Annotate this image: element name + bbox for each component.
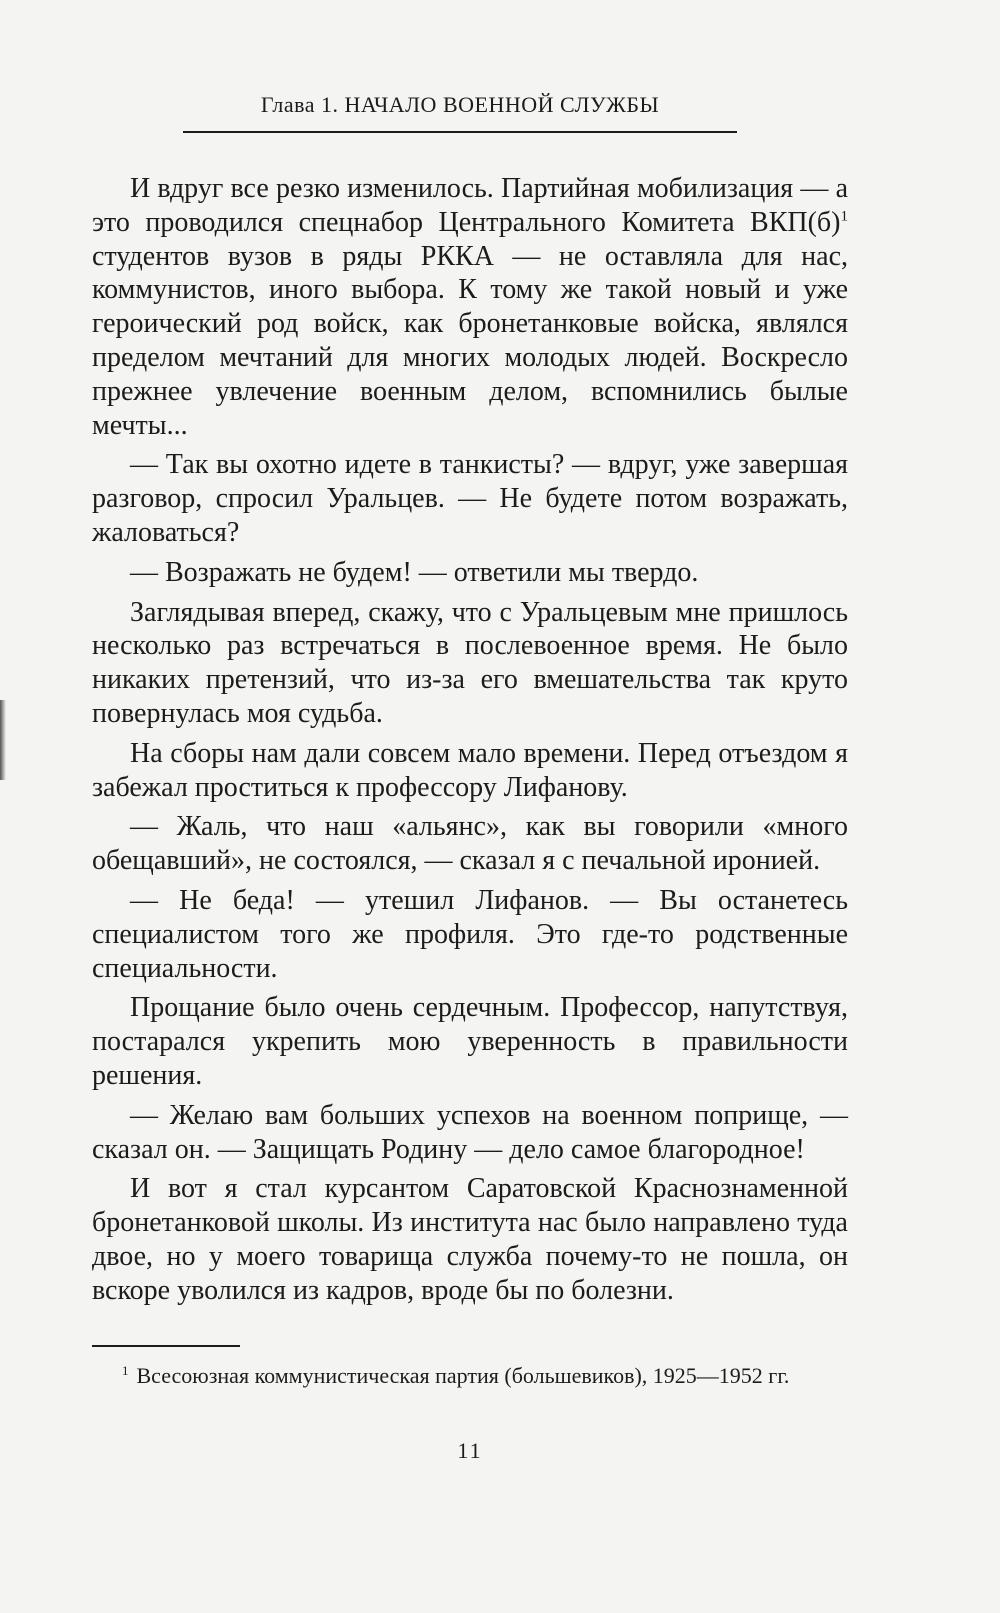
paragraph: — Не беда! — утешил Лифанов. — Вы останетесь специалистом того же профиля. Это где-то родственные специальности.: [92, 884, 848, 984]
paragraph: — Так вы охотно идете в танкисты? — вдруг, уже завершая разговор, спросил Уральцев. — Не будете потом возражать, жаловаться?: [92, 449, 848, 548]
paragraph: — Жаль, что наш «альянс», как вы говорили «много обещавший», не состоялся, — сказал я с печальной иронией.: [92, 811, 848, 877]
paragraph: На сборы нам дали совсем мало времени. Перед отъездом я забежал проститься к профессору Лифанову.: [92, 737, 848, 803]
footnote: [92, 1360, 848, 1392]
footnote-reference: 1: [840, 208, 848, 225]
running-header: Глава 1. НАЧАЛО ВОЕННОЙ СЛУЖБЫ: [260, 92, 660, 117]
page-number: 11: [457, 1438, 483, 1463]
footnote-text: Всесоюзная коммунистическая партия (большевиков), 1925—1952 гг.: [136, 1363, 790, 1388]
paragraph: Заглядывая вперед, скажу, что с Уральцевым мне пришлось несколько раз встречаться в послевоенное время. Не было никаких претензий, что из-за его вмешательства так круто повернулась моя судьба.: [92, 596, 848, 729]
paragraph-text: И вдруг все резко изменилось. Партийная мобилизация — а это проводился спецнабор Центрального Комитета ВКП(б): [92, 173, 848, 238]
paragraph: — Возражать не будем! — ответили мы твердо.: [130, 556, 699, 588]
paragraph: И вот я стал курсантом Саратовской Краснознаменной бронетанковой школы. Из института нас было направлено туда двое, но у моего товарища служба почему-то не пошла, он вскоре уволился из кадров, вроде бы по болезни.: [92, 1173, 848, 1306]
paragraph: [92, 172, 848, 442]
paragraph: — Желаю вам больших успехов на военном поприще, — сказал он. — Защищать Родину — дело самое благородное!: [92, 1099, 848, 1165]
footnote-rule: [92, 1345, 240, 1347]
paragraph-text: студентов вузов в ряды РККА — не оставляла для нас, коммунистов, иного выбора. К тому же такой новый и уже героический род войск, как бронетанковые войска, являлся пределом мечтаний для многих молодых людей. Воскресло прежнее увлечение военным делом, вспомнились былые мечты...: [92, 240, 848, 441]
header-rule: [183, 131, 737, 133]
binding-shadow: [0, 700, 6, 780]
body-text: [92, 172, 848, 1308]
footnote-mark: 1: [122, 1362, 129, 1378]
paragraph: Прощание было очень сердечным. Профессор, напутствуя, постарался укрепить мою уверенность в правильности решения.: [92, 992, 848, 1091]
